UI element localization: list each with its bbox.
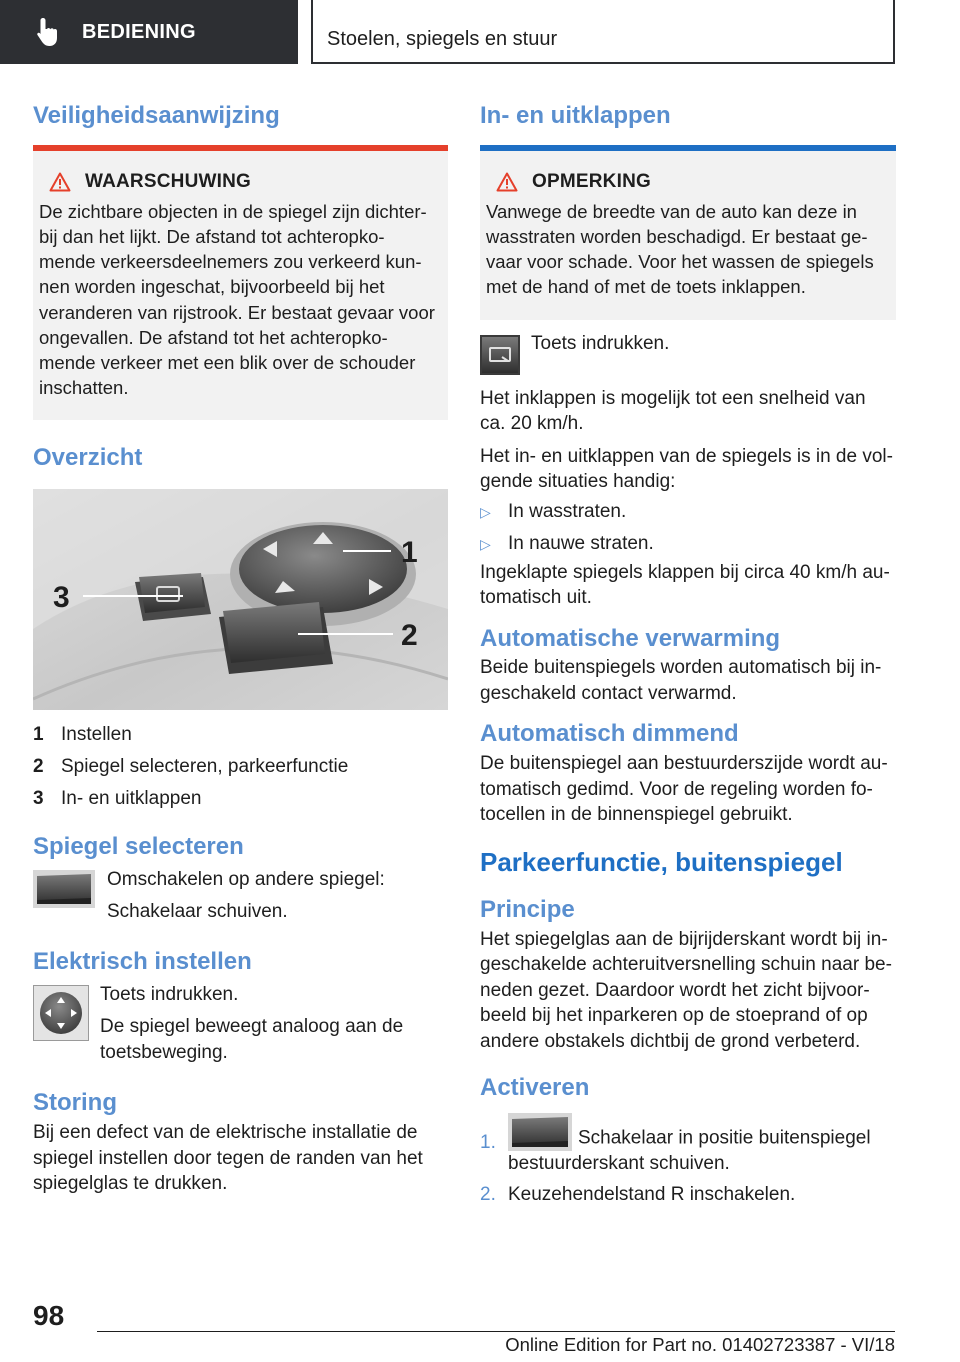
activate-steps (480, 1113, 896, 1208)
header-section-title: BEDIENING (82, 20, 196, 43)
note-title: OPMERKING (532, 170, 651, 192)
heating-text: Beide buitenspiegels worden automatisch bij in-geschakeld contact verwarmd. (480, 657, 882, 704)
principle-heading: Principe (480, 895, 575, 923)
mirror-control-photo (33, 489, 448, 710)
select-text-2: Schakelaar schuiven. (107, 901, 288, 923)
select-row (33, 868, 448, 928)
mirror-adjust-button-icon (33, 985, 89, 1041)
warning-triangle-icon (496, 172, 518, 192)
list-item: ▷ In wasstraten. (480, 496, 896, 528)
footer-edition: Online Edition for Part no. 01402723387 - VI/18 (505, 1334, 895, 1355)
electric-heading: Elektrisch instellen (33, 948, 252, 976)
list-item: 2 Spiegel selecteren, parkeerfunctie (33, 756, 349, 778)
electric-row (33, 985, 448, 1066)
bullet-triangle-icon: ▷ (480, 503, 491, 520)
overview-heading: Overzicht (33, 444, 143, 472)
fold-heading: In- en uitklappen (480, 102, 671, 129)
activate-heading: Activeren (480, 1074, 590, 1102)
left-column (33, 100, 448, 1197)
note-box (480, 151, 896, 320)
warning-triangle-icon (49, 172, 71, 192)
list-item: 1. Schakelaar in positie buitenspiegel bestuurderskant schuiven. (480, 1113, 896, 1177)
callout-3: 3 (53, 581, 70, 615)
safety-heading: Veiligheidsaanwijzing (33, 102, 280, 129)
press-row (480, 332, 896, 375)
bullet-triangle-icon: ▷ (480, 535, 491, 552)
list-item: 1 Instellen (33, 724, 132, 746)
electric-text-2: De spiegel beweegt analoog aan de toetsbeweging. (100, 1016, 404, 1063)
warning-box (33, 151, 448, 421)
callout-1: 1 (401, 536, 418, 570)
header-chapter-title: Stoelen, spiegels en stuur (327, 28, 558, 50)
hand-pointer-icon (30, 14, 66, 50)
dim-text: De buitenspiegel aan bestuurderszijde wordt au-tomatisch gedimd. Voor de regeling worden fo-tocellen in de binnenspiegel gebruikt. (480, 753, 888, 826)
fold-para-2: Het in- en uitklappen van de spiegels is in de vol-gende situaties handig: (480, 445, 893, 493)
fault-text: Bij een defect van de elektrische installatie de spiegel instellen door tegen de randen van het spiegelglas te drukken. (33, 1122, 423, 1195)
select-heading: Spiegel selecteren (33, 833, 244, 861)
page-number: 98 (33, 1300, 65, 1331)
callout-2: 2 (401, 619, 418, 653)
selector-switch-icon (33, 870, 95, 908)
warning-title: WAARSCHUWING (85, 170, 251, 192)
warning-text: De zichtbare objecten in de spiegel zijn dichter-bij dan het lijkt. De afstand tot achteropko-mende verkeersdeelnemers zou verkeerd kun-nen worden ingeschat, bijvoorbeeld bij het veranderen van rijstrook. Er bestaat gevaar voor ongevallen. De afstand tot het achteropko-mende verkeer met een blik over de schouder inschatten. (39, 200, 435, 399)
header-chapter-box (311, 0, 895, 64)
right-column (480, 100, 896, 1208)
electric-text-1: Toets indrukken. (100, 983, 239, 1005)
footer-rule (97, 1331, 895, 1332)
header-section-tab (0, 0, 298, 64)
situation-list (480, 496, 896, 560)
list-item: 3 In- en uitklappen (33, 788, 202, 810)
select-text-1: Omschakelen op andere spiegel: (107, 869, 385, 891)
parking-heading: Parkeerfunctie, buitenspiegel (480, 846, 843, 877)
fault-heading: Storing (33, 1089, 117, 1117)
note-text: Vanwege de breedte van de auto kan deze in wasstraten worden beschadigd. Er bestaat ge-vaar voor schade. Voor het wassen de spiegels met de hand of met de toets inklappen. (486, 200, 874, 298)
fold-para-1: Het inklappen is mogelijk tot een snelheid van ca. 20 km/h. (480, 387, 866, 435)
principle-text: Het spiegelglas aan de bijrijderskant wordt bij in-geschakelde achteruitversnelling schuin naar be-neden gezet. Daardoor wordt het zicht bijvoor-beeld bij het inparkeren op de stoeprand of op andere obstakels dichtbij de grond verbeterd. (480, 928, 892, 1052)
fold-mirror-button-icon (480, 335, 520, 375)
figure-legend (33, 719, 448, 815)
list-item: 2. Keuzehendelstand R inschakelen. (480, 1184, 796, 1206)
list-item: ▷ In nauwe straten. (480, 528, 896, 560)
dim-heading: Automatisch dimmend (480, 720, 739, 748)
fold-para-3: Ingeklapte spiegels klappen bij circa 40 km/h au-tomatisch uit. (480, 561, 890, 609)
heating-heading: Automatische verwarming (480, 624, 781, 652)
press-text: Toets indrukken. (531, 332, 670, 354)
selector-switch-icon (508, 1113, 572, 1151)
